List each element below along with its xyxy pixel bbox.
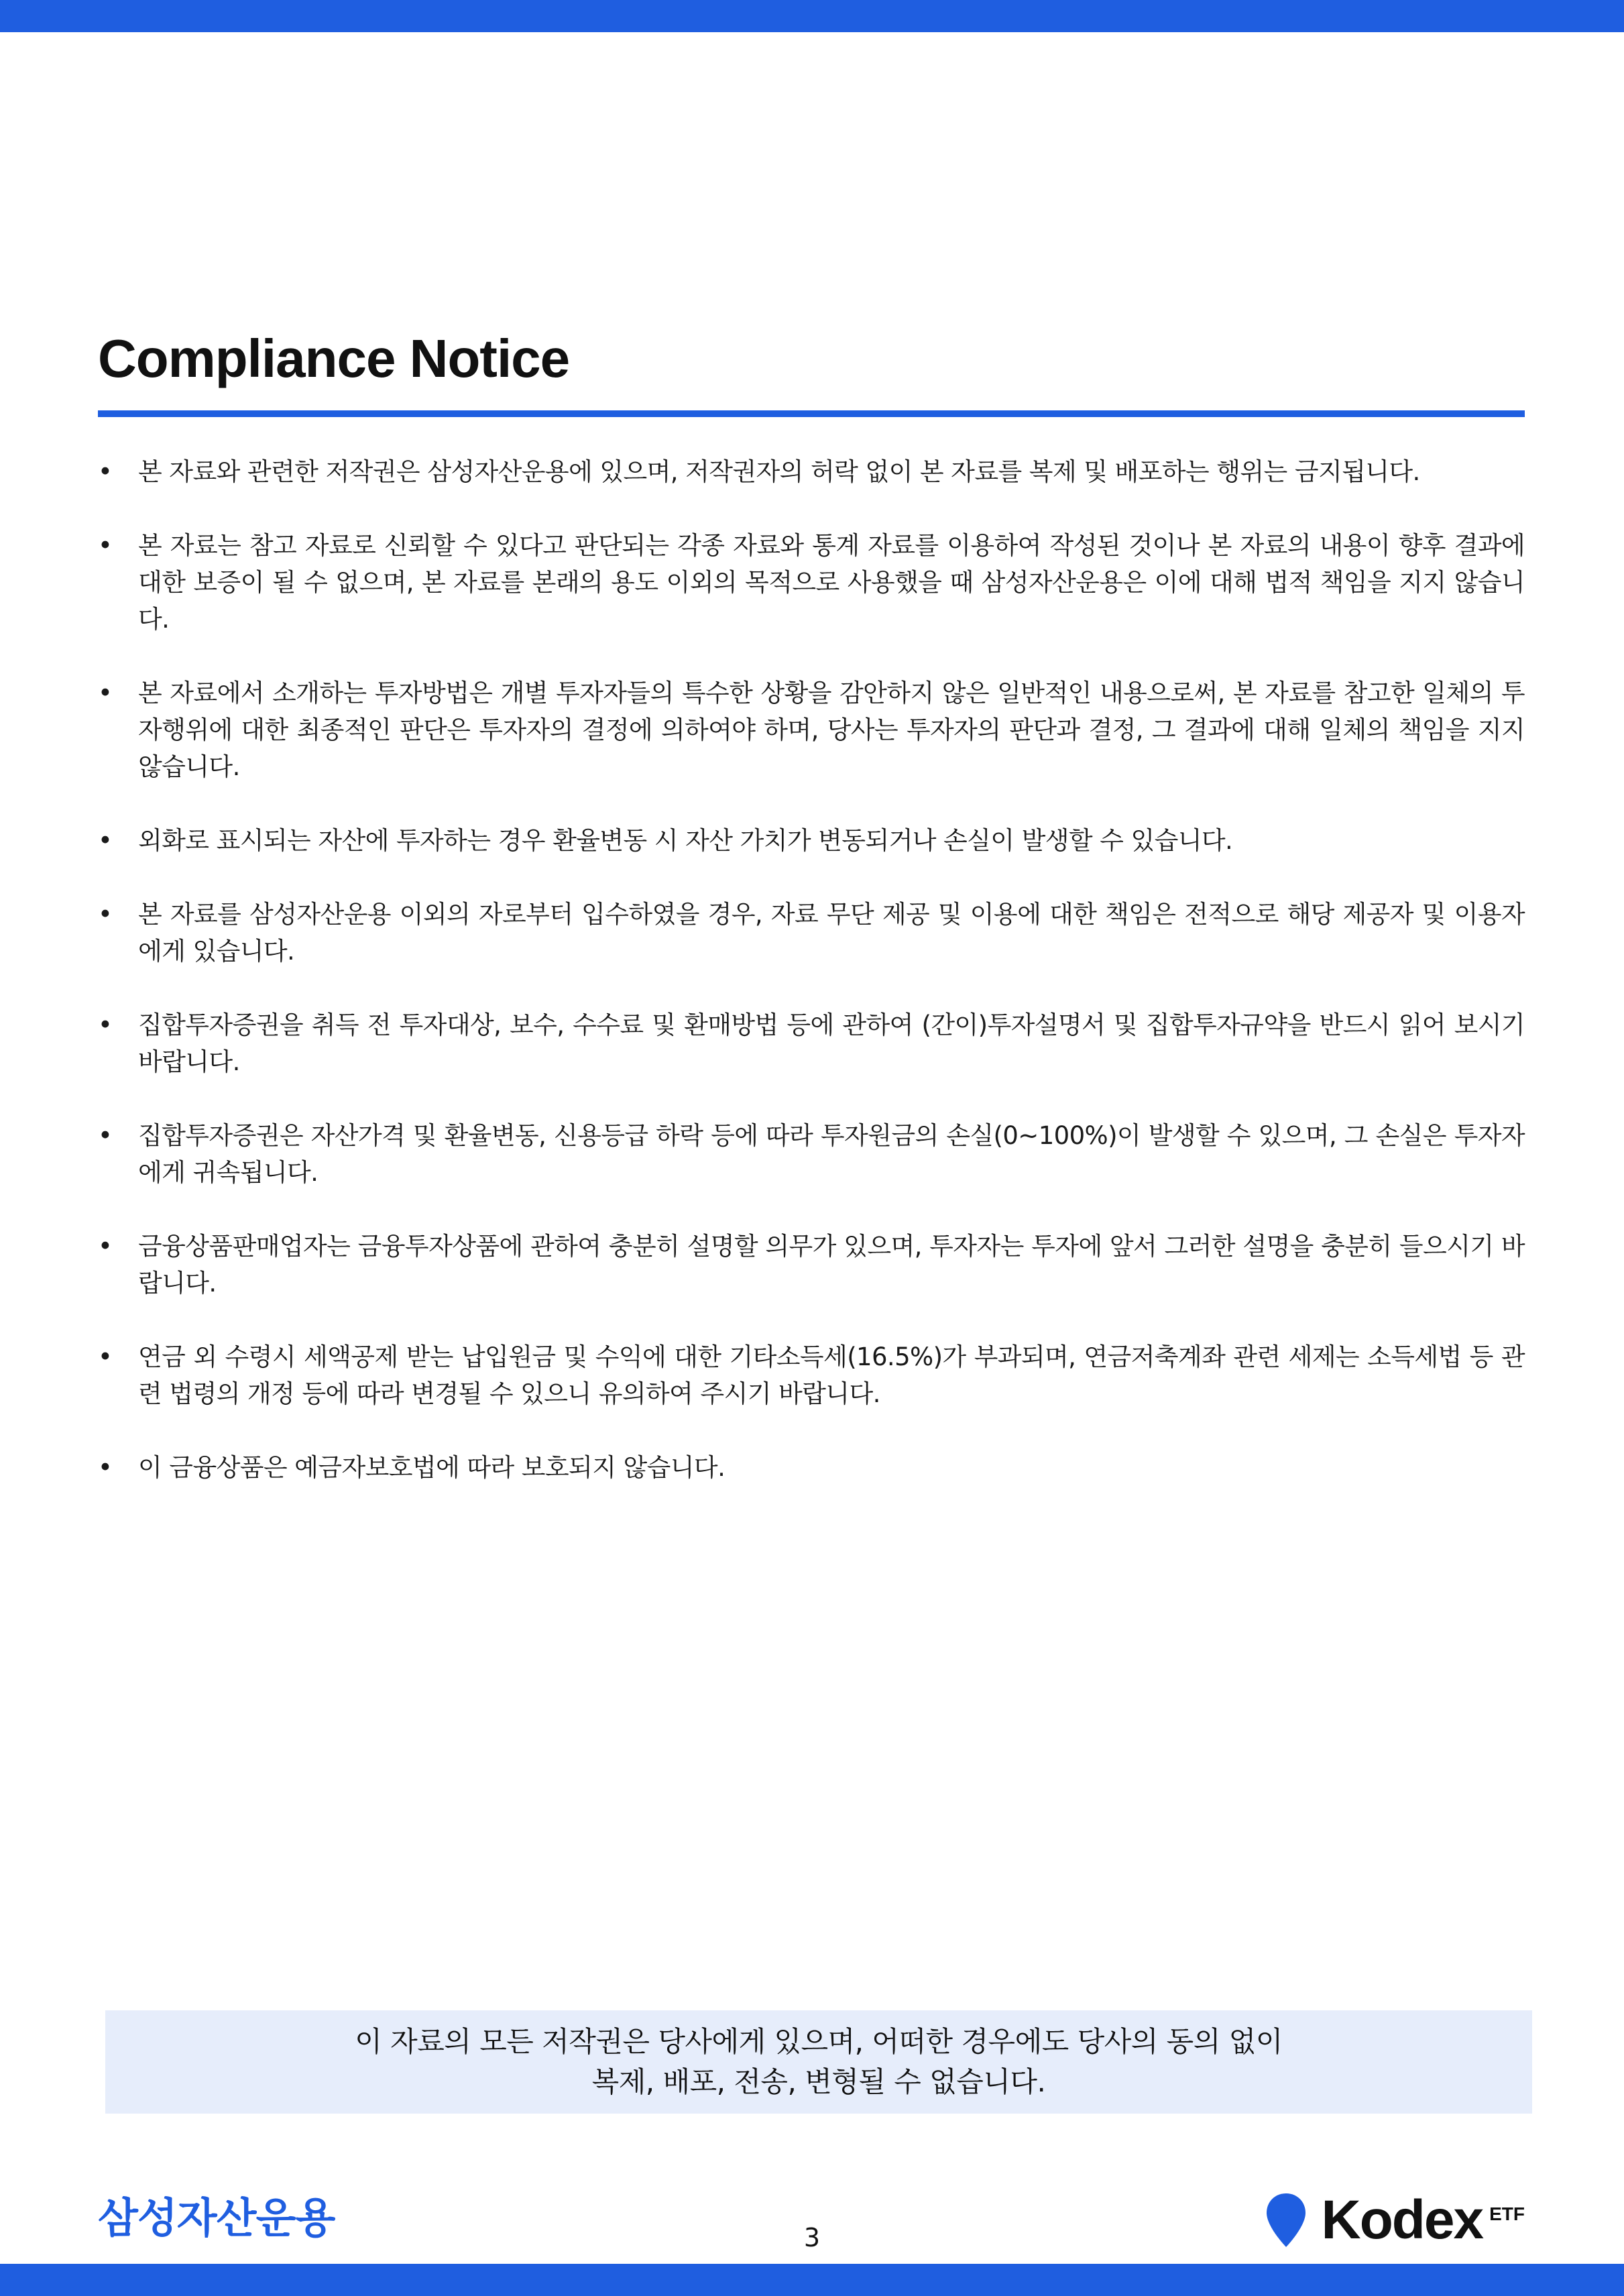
bullet-icon: •	[98, 900, 113, 929]
samsung-asset-management-logo: 삼성자산운용	[98, 2193, 335, 2242]
brand-name: Kodex	[1321, 2189, 1483, 2250]
location-pin-icon	[1265, 2192, 1307, 2248]
notice-item	[98, 822, 1525, 859]
top-accent-bar	[0, 0, 1624, 32]
bullet-icon: •	[98, 1342, 113, 1371]
bullet-icon: •	[98, 679, 113, 707]
page-number: 3	[803, 2223, 821, 2252]
notice-item	[98, 1117, 1525, 1191]
title-underline	[98, 410, 1525, 417]
notice-text: 본 자료에서 소개하는 투자방법은 개별 투자자들의 특수한 상황을 감안하지 않은 일반적인 내용으로써, 본 자료를 참고한 일체의 투자행위에 대한 최종적인 판단은 투자자의 결정에 의하여야 하며, 당사는 투자자의 판단과 결정, 그 결과에 대해 일체의 책임을 지지 않습니다.	[138, 679, 1525, 781]
notice-item	[98, 1228, 1525, 1302]
notice-item	[98, 1007, 1525, 1080]
bullet-icon: •	[98, 1121, 113, 1150]
copyright-line-2: 복제, 배포, 전송, 변형될 수 없습니다.	[591, 2065, 1046, 2098]
notice-text: 본 자료는 참고 자료로 신뢰할 수 있다고 판단되는 각종 자료와 통계 자료를 이용하여 작성된 것이나 본 자료의 내용이 향후 결과에 대한 보증이 될 수 없으며, 본 자료를 본래의 용도 이외의 목적으로 사용했을 때 삼성자산운용은 이에 대해 법적 책임을 지지 않습니다.	[138, 531, 1525, 634]
copyright-line-1: 이 자료의 모든 저작권은 당사에게 있으며, 어떠한 경우에도 당사의 동의 없이	[355, 2025, 1283, 2058]
notice-item	[98, 1338, 1525, 1412]
notice-item	[98, 527, 1525, 638]
bullet-icon: •	[98, 1453, 113, 1482]
bullet-icon: •	[98, 531, 113, 560]
notice-text: 연금 외 수령시 세액공제 받는 납입원금 및 수익에 대한 기타소득세(16.5%)가 부과되며, 연금저축계좌 관련 세제는 소득세법 등 관련 법령의 개정 등에 따라 변경될 수 있으니 유의하여 주시기 바랍니다.	[138, 1342, 1525, 1408]
notice-item	[98, 896, 1525, 970]
notice-text: 본 자료를 삼성자산운용 이외의 자로부터 입수하였을 경우, 자료 무단 제공 및 이용에 대한 책임은 전적으로 해당 제공자 및 이용자에게 있습니다.	[138, 900, 1525, 966]
compliance-notice-list	[98, 453, 1525, 1523]
bullet-icon: •	[98, 1011, 113, 1039]
notice-item	[98, 675, 1525, 785]
copyright-notice-box	[105, 2010, 1532, 2114]
notice-text: 이 금융상품은 예금자보호법에 따라 보호되지 않습니다.	[138, 1453, 726, 1482]
kodex-etf-logo	[1265, 2191, 1525, 2249]
notice-text: 외화로 표시되는 자산에 투자하는 경우 환율변동 시 자산 가치가 변동되거나 손실이 발생할 수 있습니다.	[138, 826, 1233, 855]
notice-text: 집합투자증권을 취득 전 투자대상, 보수, 수수료 및 환매방법 등에 관하여 (간이)투자설명서 및 집합투자규약을 반드시 읽어 보시기 바랍니다.	[138, 1011, 1525, 1076]
bottom-accent-bar	[0, 2264, 1624, 2296]
bullet-icon: •	[98, 826, 113, 855]
bullet-icon: •	[98, 1232, 113, 1261]
bullet-icon: •	[98, 457, 113, 486]
notice-item	[98, 453, 1525, 490]
notice-item	[98, 1449, 1525, 1486]
brand-suffix: ETF	[1489, 2203, 1525, 2224]
page-title: Compliance Notice	[98, 329, 570, 388]
notice-text: 금융상품판매업자는 금융투자상품에 관하여 충분히 설명할 의무가 있으며, 투자자는 투자에 앞서 그러한 설명을 충분히 들으시기 바랍니다.	[138, 1232, 1525, 1298]
notice-text: 집합투자증권은 자산가격 및 환율변동, 신용등급 하락 등에 따라 투자원금의 손실(0~100%)이 발생할 수 있으며, 그 손실은 투자자에게 귀속됩니다.	[138, 1121, 1525, 1187]
notice-text: 본 자료와 관련한 저작권은 삼성자산운용에 있으며, 저작권자의 허락 없이 본 자료를 복제 및 배포하는 행위는 금지됩니다.	[138, 457, 1420, 486]
